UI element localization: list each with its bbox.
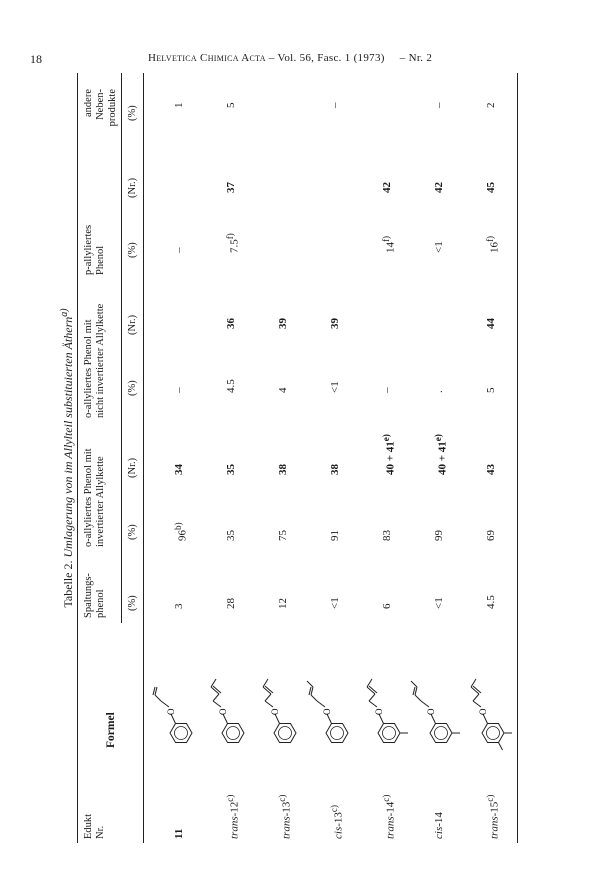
o-allyl-inverted-pct <box>433 530 445 541</box>
header-edukt: Edukt Nr. <box>83 813 106 839</box>
compound-number: 13 <box>280 801 293 813</box>
compound-number: 14 <box>433 812 445 824</box>
header-formula: Formel <box>105 712 117 748</box>
structure-formula-icon <box>251 661 311 761</box>
cleavage-phenol-pct: 4.5 <box>485 595 497 609</box>
footnote-mark: f) <box>485 235 495 242</box>
other-products-pct: 1 <box>173 102 185 108</box>
p-allyl-nr: 42 <box>381 182 393 193</box>
header-o-allyl-non-inverted: o-allyliertes Phenol mit nicht invertierter Allylkette <box>83 303 106 418</box>
structure-formula-icon <box>355 661 415 761</box>
svg-text:O: O <box>270 708 280 715</box>
p-allyl-pct <box>485 236 501 253</box>
unit-p-nr: (Nr.) <box>127 177 138 198</box>
row-compound-id <box>225 795 241 839</box>
stereo-prefix: trans- <box>280 812 293 839</box>
unit-other: (%) <box>127 105 138 121</box>
o-allyl-noninverted-pct: – <box>381 387 393 393</box>
compound-number: 13 <box>332 812 345 824</box>
footnote-mark: c) <box>381 794 391 802</box>
svg-text:O: O <box>426 708 436 715</box>
value: 7.5 <box>228 239 241 253</box>
value: 43 <box>485 464 497 475</box>
row-compound-id <box>381 795 397 839</box>
structure-formula <box>407 661 467 761</box>
o-allyl-noninverted-pct: 5 <box>485 387 497 393</box>
volume-info: – Vol. 56, Fasc. 1 (1973) <box>268 52 385 64</box>
o-allyl-noninverted-nr: 44 <box>485 318 497 329</box>
o-allyl-noninverted-pct: . <box>433 390 445 393</box>
header-p-allyl: p-allyliertes Phenol <box>83 224 106 275</box>
cleavage-phenol-pct: 6 <box>381 603 393 609</box>
header-o-allyl-inverted: o-allyliertes Phenol mit invertierter Allylkette <box>83 448 106 547</box>
o-allyl-inverted-pct <box>277 530 289 541</box>
other-products-pct: – <box>329 102 341 108</box>
o-allyl-inverted-pct <box>485 530 497 541</box>
p-allyl-nr: 42 <box>433 182 445 193</box>
o-allyl-inverted-nr <box>173 464 185 475</box>
o-allyl-inverted-nr <box>277 464 289 475</box>
stereo-prefix: trans- <box>488 812 501 839</box>
compound-number: 12 <box>228 801 241 813</box>
running-head <box>148 52 432 64</box>
cleavage-phenol-pct: 3 <box>173 603 185 609</box>
cleavage-phenol-pct: 12 <box>277 598 289 609</box>
o-allyl-noninverted-pct: – <box>173 387 185 393</box>
value: 83 <box>381 530 393 541</box>
unit-o1-nr: (Nr.) <box>127 457 138 478</box>
o-allyl-inverted-nr <box>381 434 397 475</box>
footnote-mark: c) <box>225 794 235 802</box>
o-allyl-inverted-pct <box>381 530 393 541</box>
o-allyl-noninverted-pct: 4.5 <box>225 379 237 393</box>
compound-number: 15 <box>488 801 501 813</box>
structure-formula <box>251 661 311 761</box>
compound-number: 11 <box>173 828 185 839</box>
p-allyl-nr: 45 <box>485 182 497 193</box>
o-allyl-inverted-nr <box>433 434 449 475</box>
table-caption: Tabelle 2. Umlagerung von im Allylteil substituierten Äthern$^{a)}$ <box>59 308 75 608</box>
footnote-mark: c) <box>329 804 339 813</box>
journal-name: Helvetica Chimica Acta <box>148 52 266 64</box>
o-allyl-noninverted-pct: 4 <box>277 387 289 393</box>
row-compound-id <box>485 795 501 839</box>
unit-o2-pct: (%) <box>127 380 138 396</box>
o-allyl-inverted-nr <box>485 464 497 475</box>
o-allyl-inverted-pct <box>329 530 341 541</box>
header-other-products: andere Neben- produkte <box>83 89 118 127</box>
p-allyl-pct <box>433 241 445 253</box>
table-top-rule <box>77 73 78 843</box>
table-bottom-rule <box>517 73 518 843</box>
other-products-pct: 2 <box>485 102 497 108</box>
value: 40 + 41 <box>436 441 449 475</box>
p-allyl-pct <box>225 233 241 253</box>
footnote-mark: c) <box>277 794 287 802</box>
o-allyl-noninverted-nr: 39 <box>277 318 289 329</box>
cleavage-phenol-pct: <1 <box>433 597 445 609</box>
value: 34 <box>173 464 185 475</box>
o-allyl-inverted-pct <box>173 522 189 541</box>
value: 69 <box>485 530 497 541</box>
p-allyl-nr: 37 <box>225 182 237 193</box>
other-products-pct: – <box>433 102 445 108</box>
unit-cleavage: (%) <box>127 595 138 611</box>
header-cleavage-phenol: Spaltungs- phenol <box>83 573 106 618</box>
value: 38 <box>329 464 341 475</box>
o-allyl-noninverted-nr: 39 <box>329 318 341 329</box>
p-allyl-pct <box>173 248 185 254</box>
unit-o2-nr: (Nr.) <box>127 314 138 335</box>
footnote-mark: f) <box>225 233 235 240</box>
svg-text:O: O <box>218 708 228 715</box>
stereo-prefix: trans- <box>384 812 397 839</box>
footnote-mark: e) <box>381 434 391 442</box>
structure-formula <box>459 661 519 761</box>
footnote-mark: f) <box>381 235 391 242</box>
structure-formula <box>199 661 259 761</box>
structure-formula-icon <box>407 661 467 761</box>
unit-o1-pct: (%) <box>127 524 138 540</box>
value: 14 <box>384 242 397 253</box>
value: 99 <box>433 530 445 541</box>
structure-formula-icon <box>199 661 259 761</box>
value: 35 <box>225 530 237 541</box>
stereo-prefix: cis- <box>433 823 445 839</box>
footnote-mark: c) <box>485 794 495 802</box>
svg-text:O: O <box>322 708 332 715</box>
footnote-mark: b) <box>173 522 183 530</box>
structure-formula <box>147 661 207 761</box>
rotated-table <box>45 73 520 843</box>
issue-number: – Nr. 2 <box>399 52 433 64</box>
structure-formula-icon <box>303 661 363 761</box>
p-allyl-pct <box>381 236 397 253</box>
structure-formula-icon <box>459 661 519 761</box>
row-compound-id <box>329 805 345 839</box>
row-compound-id <box>433 812 445 839</box>
o-allyl-inverted-nr <box>329 464 341 475</box>
row-compound-id <box>277 795 293 839</box>
value: 38 <box>277 464 289 475</box>
o-allyl-inverted-nr <box>225 464 237 475</box>
stereo-prefix: trans- <box>228 812 241 839</box>
value: 91 <box>329 530 341 541</box>
value: 40 + 41 <box>384 441 397 475</box>
value: 96 <box>176 530 189 541</box>
unit-p-pct: (%) <box>127 242 138 258</box>
svg-text:O: O <box>478 708 488 715</box>
structure-formula-icon <box>147 661 207 761</box>
structure-formula <box>303 661 363 761</box>
structure-formula <box>355 661 415 761</box>
cleavage-phenol-pct: <1 <box>329 597 341 609</box>
stereo-prefix: cis- <box>332 823 345 839</box>
value: 35 <box>225 464 237 475</box>
o-allyl-noninverted-nr: 36 <box>225 318 237 329</box>
cleavage-phenol-pct: 28 <box>225 598 237 609</box>
o-allyl-noninverted-pct: <1 <box>329 381 341 393</box>
other-products-pct: 5 <box>225 102 237 108</box>
subheader-rule <box>121 73 122 623</box>
footnote-mark: e) <box>433 434 443 442</box>
value: 75 <box>277 530 289 541</box>
svg-text:O: O <box>374 708 384 715</box>
svg-text:O: O <box>166 708 176 715</box>
value: <1 <box>433 241 445 253</box>
header-bottom-rule <box>143 73 144 843</box>
value: 16 <box>488 242 501 253</box>
row-compound-id <box>173 829 185 839</box>
compound-number: 14 <box>384 801 397 813</box>
page-number: 18 <box>30 52 42 66</box>
value: – <box>173 247 185 253</box>
o-allyl-inverted-pct <box>225 530 237 541</box>
